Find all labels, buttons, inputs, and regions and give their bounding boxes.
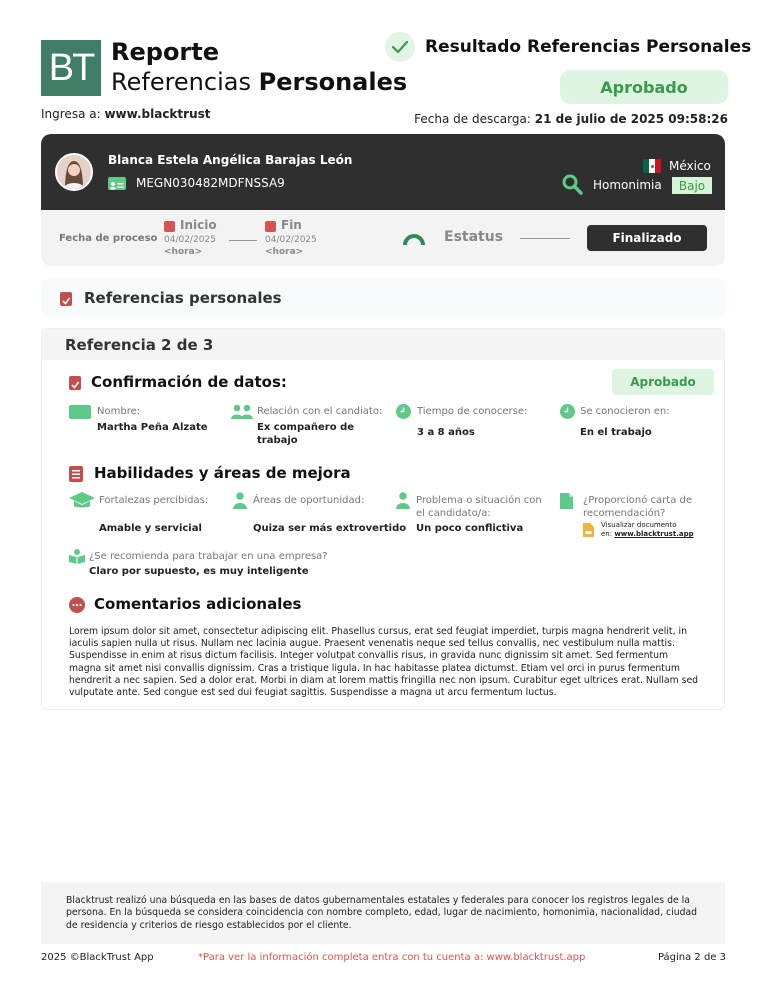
skill-value-problem: Un poco conflictiva <box>416 523 524 534</box>
download-date-line <box>414 112 728 126</box>
check-icon <box>385 32 415 62</box>
skill-value-strengths: Amable y servicial <box>99 523 202 534</box>
status-label: Estatus <box>444 229 504 245</box>
document-link-text[interactable]: Visualizar documento <box>601 521 677 529</box>
start-label: Inicio <box>180 218 217 232</box>
report-title: Reporte <box>111 38 220 66</box>
copyright: 2025 ©BlackTrust App <box>41 952 154 963</box>
reference-title: Referencia 2 de 3 <box>65 336 214 354</box>
page-number: Página 2 de 3 <box>657 952 726 963</box>
skill-value-opportunity: Quiza ser más extrovertido <box>253 523 407 534</box>
status-progress-icon <box>402 227 426 251</box>
skill-label-problem: Problema o situación con el candidato/a: <box>416 495 542 519</box>
recommend-value: Claro por supuesto, es muy inteligente <box>89 566 309 577</box>
field-value-time: 3 a 8 años <box>417 427 475 438</box>
document-icon <box>560 493 573 513</box>
document-link-prefix: en: <box>601 530 613 538</box>
report-subtitle-bold: Personales <box>258 68 408 96</box>
field-value-place: En el trabajo <box>580 427 652 438</box>
report-subtitle-plain: Referencias <box>111 68 251 96</box>
document-link-block[interactable] <box>601 521 694 539</box>
end-time: <hora> <box>265 247 304 257</box>
access-url[interactable]: www.blacktrust <box>104 107 211 121</box>
homonym-level-badge: Bajo <box>672 177 712 194</box>
person-icon <box>233 492 247 513</box>
brand-logo <box>41 40 101 96</box>
clipboard-check-icon <box>69 376 81 390</box>
confirmation-title: Confirmación de datos: <box>91 373 287 391</box>
logo-text: BT <box>48 46 94 89</box>
access-line <box>41 107 211 121</box>
person-card <box>41 134 725 210</box>
access-label: Ingresa a: <box>41 107 101 121</box>
end-label: Fin <box>281 218 302 232</box>
mexico-flag-icon <box>643 159 661 173</box>
book-reader-icon <box>69 549 85 568</box>
field-label-name: Nombre: <box>97 406 141 417</box>
graduation-cap-icon <box>69 492 95 514</box>
person-name: Blanca Estela Angélica Barajas León <box>108 153 353 167</box>
skill-label-opportunity: Áreas de oportunidad: <box>253 495 365 506</box>
process-divider <box>229 240 257 241</box>
comments-title: Comentarios adicionales <box>94 595 302 613</box>
people-icon <box>231 404 253 423</box>
status-divider <box>520 238 570 239</box>
field-label-place: Se conocieron en: <box>580 406 670 417</box>
recommend-label: ¿Se recomienda para trabajar en una empresa? <box>89 551 328 562</box>
person-id: MEGN030482MDFNSSA9 <box>136 176 285 190</box>
chat-bubble-icon <box>69 597 85 617</box>
id-card-icon <box>108 177 126 190</box>
skill-label-strengths: Fortalezas percibidas: <box>99 495 209 506</box>
calendar-icon <box>164 221 175 232</box>
disclaimer-text: Blacktrust realizó una búsqueda en las bases de datos gubernamentales estatales y federales para conocer los registros legales de la persona. En la búsqueda se considera coincidencia con nombre completo, edad, lugar de nacimiento, homonimia, nacionalidad, ciudad de residencia y criterios de riesgo establecidos por el cliente. <box>66 895 698 931</box>
confirmation-status-badge: Aprobado <box>612 369 714 395</box>
field-value-relation: Ex compañero de trabajo <box>257 422 355 446</box>
comments-text: Lorem ipsum dolor sit amet, consectetur adipiscing elit. Phasellus cursus, erat sed feugiat imperdiet, turpis magna hendrerit velit, in iaculis sapien nulla ut risus. Nullam nec lacinia augue. Praesent venenatis neque sed tellus convallis, nec vestibulum nulla mattis. Suspendisse in enim at risus dictum facilisis. Integer volutpat convallis risus, in gravida nunc dignissim sit amet. Sed fermentum magna sit amet nisi convallis dignissim. Cras a tristique ligula. In hac habitasse platea dictumst. Etiam vel orci in purus fermentum hendrerit a nec sapien. Sed a dolor erat. Morbi in diam at lorem mattis fringilla nec non ipsum. Curabitur eget ultrices erat. Nullam sed vulputate ante. Sed congue est sed dui feugiat sagittis. Suspendisse a magna ut arcu fermentum luctus. <box>69 626 699 699</box>
status-badge: Finalizado <box>587 225 707 251</box>
avatar <box>55 153 93 191</box>
process-label: Fecha de proceso <box>59 233 158 244</box>
download-label: Fecha de descarga: <box>414 112 531 126</box>
section-title: Referencias personales <box>84 289 282 307</box>
country: México <box>669 159 711 173</box>
download-date: 21 de julio de 2025 09:58:26 <box>534 112 728 126</box>
search-icon <box>561 173 583 199</box>
clipboard-check-icon <box>60 292 72 306</box>
clock-icon <box>396 404 411 423</box>
result-status-badge: Aprobado <box>560 70 728 104</box>
field-value-name: Martha Peña Alzate <box>97 422 208 433</box>
document-link-line[interactable] <box>601 530 694 539</box>
file-icon <box>583 522 594 541</box>
list-clipboard-icon <box>69 466 83 486</box>
start-time: <hora> <box>164 247 203 257</box>
result-title: Resultado Referencias Personales <box>425 37 752 57</box>
calendar-icon <box>265 221 276 232</box>
field-label-relation: Relación con el candiato: <box>257 406 383 417</box>
report-subtitle <box>111 68 407 96</box>
clock-icon <box>560 404 575 423</box>
field-label-time: Tiempo de conocerse: <box>417 406 528 417</box>
id-card-icon <box>69 405 91 419</box>
end-date: 04/02/2025 <box>265 235 317 245</box>
start-date: 04/02/2025 <box>164 235 216 245</box>
person-icon <box>396 492 410 513</box>
skill-label-letter: ¿Proporcionó carta de recomendación? <box>583 495 693 519</box>
homonym-label: Homonimia <box>593 178 662 192</box>
document-link-url[interactable]: www.blacktrust.app <box>614 530 694 538</box>
skills-title: Habilidades y áreas de mejora <box>94 464 351 482</box>
footer-note[interactable]: *Para ver la información completa entra con tu cuenta a: www.blacktrust.app <box>198 952 586 963</box>
